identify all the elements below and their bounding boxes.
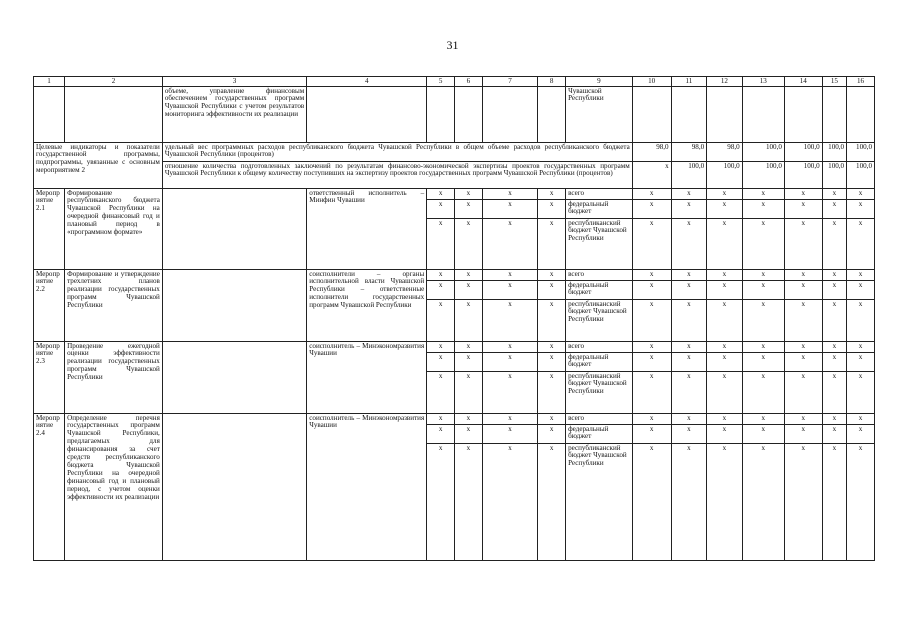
value-cell: x	[742, 425, 784, 444]
indicator-value: 98,0	[671, 143, 707, 162]
value-cell: x	[847, 425, 875, 444]
value-cell: x	[822, 414, 846, 425]
value-cell: x	[538, 372, 566, 414]
value-cell: x	[538, 200, 566, 219]
indicator-value: 100,0	[671, 162, 707, 189]
indicator-value: 100,0	[742, 143, 784, 162]
page-number: 31	[446, 38, 459, 52]
value-cell: x	[632, 281, 671, 300]
table-cell	[162, 342, 306, 414]
value-cell: x	[455, 300, 483, 342]
value-cell: x	[847, 219, 875, 270]
value-cell: x	[707, 270, 743, 281]
value-cell: x	[784, 414, 822, 425]
value-cell: x	[482, 270, 538, 281]
value-cell: x	[707, 353, 743, 372]
value-cell: x	[822, 300, 846, 342]
indicator-row	[34, 143, 875, 162]
value-cell: x	[482, 414, 538, 425]
table-cell	[482, 87, 538, 143]
funding-source: федеральный бюджет	[566, 200, 633, 219]
value-cell: x	[632, 425, 671, 444]
value-cell: x	[847, 342, 875, 353]
value-cell: x	[822, 425, 846, 444]
value-cell: x	[707, 281, 743, 300]
value-cell: x	[784, 200, 822, 219]
value-cell: x	[427, 200, 455, 219]
value-cell: x	[847, 444, 875, 561]
value-cell: x	[632, 353, 671, 372]
table-cell	[162, 414, 306, 561]
table-cell	[427, 87, 455, 143]
value-cell: x	[632, 342, 671, 353]
indicators-label: Целевые индикаторы и показатели государственной программы, подпрограммы, увязанные с основным мероприятием 2	[34, 143, 163, 189]
value-cell: x	[482, 281, 538, 300]
value-cell: x	[427, 281, 455, 300]
value-cell: x	[847, 281, 875, 300]
value-cell: x	[847, 372, 875, 414]
value-cell: x	[455, 342, 483, 353]
value-cell: x	[632, 219, 671, 270]
value-cell: x	[847, 353, 875, 372]
value-cell: x	[671, 281, 707, 300]
value-cell: x	[671, 444, 707, 561]
value-cell: x	[538, 353, 566, 372]
value-cell: x	[671, 425, 707, 444]
value-cell: x	[632, 200, 671, 219]
value-cell: x	[427, 219, 455, 270]
column-number: 2	[65, 77, 163, 87]
value-cell: x	[482, 425, 538, 444]
value-cell: x	[538, 425, 566, 444]
value-cell: x	[427, 189, 455, 200]
value-cell: x	[671, 189, 707, 200]
column-number: 1	[34, 77, 65, 87]
value-cell: x	[784, 270, 822, 281]
value-cell: x	[742, 219, 784, 270]
value-cell: x	[632, 189, 671, 200]
column-number: 14	[784, 77, 822, 87]
value-cell: x	[455, 189, 483, 200]
value-cell: x	[742, 372, 784, 414]
value-cell: x	[784, 281, 822, 300]
value-cell: x	[538, 281, 566, 300]
value-cell: x	[482, 200, 538, 219]
value-cell: x	[427, 444, 455, 561]
value-cell: x	[482, 189, 538, 200]
funding-source: федеральный бюджет	[566, 425, 633, 444]
value-cell: x	[455, 414, 483, 425]
value-cell: x	[707, 444, 743, 561]
value-cell: x	[427, 300, 455, 342]
indicator-value: 100,0	[784, 162, 822, 189]
value-cell: x	[538, 342, 566, 353]
value-cell: x	[482, 342, 538, 353]
measure-id: Мероприятие 2.3	[34, 342, 65, 414]
table-cell	[455, 87, 483, 143]
table-cell	[707, 87, 743, 143]
column-number: 16	[847, 77, 875, 87]
measure-row	[34, 270, 875, 281]
value-cell: x	[742, 200, 784, 219]
value-cell: x	[632, 414, 671, 425]
value-cell: x	[847, 300, 875, 342]
value-cell: x	[707, 300, 743, 342]
column-number: 3	[162, 77, 306, 87]
indicator-value: 100,0	[822, 162, 846, 189]
value-cell: x	[847, 200, 875, 219]
value-cell: x	[822, 219, 846, 270]
value-cell: x	[822, 281, 846, 300]
measure-row	[34, 342, 875, 353]
value-cell: x	[671, 300, 707, 342]
indicator-value: x	[632, 162, 671, 189]
value-cell: x	[784, 425, 822, 444]
value-cell: x	[784, 219, 822, 270]
value-cell: x	[707, 219, 743, 270]
value-cell: x	[538, 414, 566, 425]
indicator-value: 100,0	[784, 143, 822, 162]
value-cell: x	[847, 270, 875, 281]
table-cell	[671, 87, 707, 143]
continuation-source: Чувашской Республики	[566, 87, 633, 143]
value-cell: x	[671, 414, 707, 425]
value-cell: x	[822, 189, 846, 200]
value-cell: x	[822, 200, 846, 219]
measure-id: Мероприятие 2.1	[34, 189, 65, 270]
value-cell: x	[742, 342, 784, 353]
value-cell: x	[742, 414, 784, 425]
value-cell: x	[455, 425, 483, 444]
measure-executor: соисполнитель – Минэкономразвития Чувашии	[307, 342, 427, 414]
funding-source: республиканский бюджет Чувашской Республики	[566, 219, 633, 270]
column-number: 11	[671, 77, 707, 87]
value-cell: x	[538, 270, 566, 281]
value-cell: x	[632, 300, 671, 342]
table-cell	[822, 87, 846, 143]
header-row	[34, 77, 875, 87]
table-cell	[307, 87, 427, 143]
table-cell	[65, 87, 163, 143]
value-cell: x	[742, 270, 784, 281]
measure-name: Определение перечня государственных программ Чувашской Республики, предлагаемых для финансирования за счет средств республиканского бюджета Чувашской Республики на очередной финансовый год и плановый период, с учетом оценки эффективности их реализации	[65, 414, 163, 561]
funding-source: федеральный бюджет	[566, 281, 633, 300]
value-cell: x	[784, 342, 822, 353]
value-cell: x	[742, 189, 784, 200]
funding-source: республиканский бюджет Чувашской Республики	[566, 300, 633, 342]
measure-executor: соисполнитель – Минэкономразвития Чувашии	[307, 414, 427, 561]
measure-name: Проведение ежегодной оценки эффективности реализации государственных программ Чувашской Республики	[65, 342, 163, 414]
value-cell: x	[538, 444, 566, 561]
funding-source: всего	[566, 414, 633, 425]
column-number: 12	[707, 77, 743, 87]
measure-id: Мероприятие 2.4	[34, 414, 65, 561]
funding-source: республиканский бюджет Чувашской Республики	[566, 444, 633, 561]
indicator-value: 100,0	[847, 143, 875, 162]
continuation-text: объеме, управление финансовым обеспечением государственных программ Чувашской Республики с учетом результатов мониторинга эффективности их реализации	[162, 87, 306, 143]
value-cell: x	[707, 372, 743, 414]
value-cell: x	[784, 300, 822, 342]
value-cell: x	[742, 444, 784, 561]
funding-source: республиканский бюджет Чувашской Республики	[566, 372, 633, 414]
column-number: 4	[307, 77, 427, 87]
indicator-value: 98,0	[632, 143, 671, 162]
value-cell: x	[707, 342, 743, 353]
indicator-value: 100,0	[847, 162, 875, 189]
value-cell: x	[427, 425, 455, 444]
indicator-text: отношение количества подготовленных заключений по результатам финансово-экономической экспертизы проектов государственных программ Чувашской Республики к общему количеству поступивших на экспертизу проектов государственных программ Чувашской Республики (процентов)	[162, 162, 632, 189]
value-cell: x	[742, 300, 784, 342]
measure-name: Формирование и утверждение трехлетних планов реализации государственных программ Чувашской Республики	[65, 270, 163, 342]
value-cell: x	[632, 372, 671, 414]
value-cell: x	[538, 189, 566, 200]
value-cell: x	[538, 219, 566, 270]
indicator-value: 98,0	[707, 143, 743, 162]
value-cell: x	[822, 444, 846, 561]
value-cell: x	[482, 300, 538, 342]
value-cell: x	[482, 353, 538, 372]
value-cell: x	[455, 444, 483, 561]
value-cell: x	[822, 270, 846, 281]
value-cell: x	[784, 444, 822, 561]
indicator-value: 100,0	[822, 143, 846, 162]
value-cell: x	[784, 189, 822, 200]
value-cell: x	[671, 372, 707, 414]
value-cell: x	[671, 353, 707, 372]
indicator-text: удельный вес программных расходов республиканского бюджета Чувашской Республики в общем объеме расходов республиканского бюджета Чувашской Республики (процентов)	[162, 143, 632, 162]
value-cell: x	[455, 372, 483, 414]
measure-name: Формирование республиканского бюджета Чувашской Республики на очередной финансовый год и плановый период в «программном формате»	[65, 189, 163, 270]
value-cell: x	[482, 372, 538, 414]
value-cell: x	[822, 342, 846, 353]
value-cell: x	[822, 353, 846, 372]
funding-source: федеральный бюджет	[566, 353, 633, 372]
value-cell: x	[847, 189, 875, 200]
indicator-value: 100,0	[707, 162, 743, 189]
value-cell: x	[784, 353, 822, 372]
column-number: 10	[632, 77, 671, 87]
continuation-row	[34, 87, 875, 143]
column-number: 8	[538, 77, 566, 87]
value-cell: x	[784, 372, 822, 414]
value-cell: x	[455, 353, 483, 372]
measure-executor: соисполнители – органы исполнительной власти Чувашской Республики – ответственные исполнители государственных программ Чувашской Республики	[307, 270, 427, 342]
value-cell: x	[632, 444, 671, 561]
value-cell: x	[455, 281, 483, 300]
table-cell	[632, 87, 671, 143]
measure-executor: ответственный исполнитель – Минфин Чувашии	[307, 189, 427, 270]
value-cell: x	[707, 414, 743, 425]
table-cell	[847, 87, 875, 143]
measure-row	[34, 189, 875, 200]
value-cell: x	[822, 372, 846, 414]
funding-source: всего	[566, 189, 633, 200]
value-cell: x	[427, 353, 455, 372]
value-cell: x	[427, 270, 455, 281]
indicator-value: 100,0	[742, 162, 784, 189]
value-cell: x	[455, 200, 483, 219]
table-cell	[162, 270, 306, 342]
value-cell: x	[742, 353, 784, 372]
value-cell: x	[707, 189, 743, 200]
value-cell: x	[632, 270, 671, 281]
value-cell: x	[671, 219, 707, 270]
value-cell: x	[707, 425, 743, 444]
table-cell	[162, 189, 306, 270]
value-cell: x	[847, 414, 875, 425]
value-cell: x	[427, 342, 455, 353]
value-cell: x	[671, 342, 707, 353]
column-number: 5	[427, 77, 455, 87]
value-cell: x	[482, 444, 538, 561]
measure-row	[34, 414, 875, 425]
column-number: 7	[482, 77, 538, 87]
value-cell: x	[427, 414, 455, 425]
value-cell: x	[671, 200, 707, 219]
funding-source: всего	[566, 270, 633, 281]
column-number: 15	[822, 77, 846, 87]
value-cell: x	[455, 270, 483, 281]
program-table	[33, 76, 875, 561]
value-cell: x	[742, 281, 784, 300]
value-cell: x	[707, 200, 743, 219]
value-cell: x	[671, 270, 707, 281]
value-cell: x	[455, 219, 483, 270]
value-cell: x	[482, 219, 538, 270]
value-cell: x	[427, 372, 455, 414]
table-cell	[538, 87, 566, 143]
table-cell	[742, 87, 784, 143]
value-cell: x	[538, 300, 566, 342]
column-number: 6	[455, 77, 483, 87]
column-number: 9	[566, 77, 633, 87]
column-number: 13	[742, 77, 784, 87]
table-cell	[784, 87, 822, 143]
measure-id: Мероприятие 2.2	[34, 270, 65, 342]
funding-source: всего	[566, 342, 633, 353]
table-cell	[34, 87, 65, 143]
